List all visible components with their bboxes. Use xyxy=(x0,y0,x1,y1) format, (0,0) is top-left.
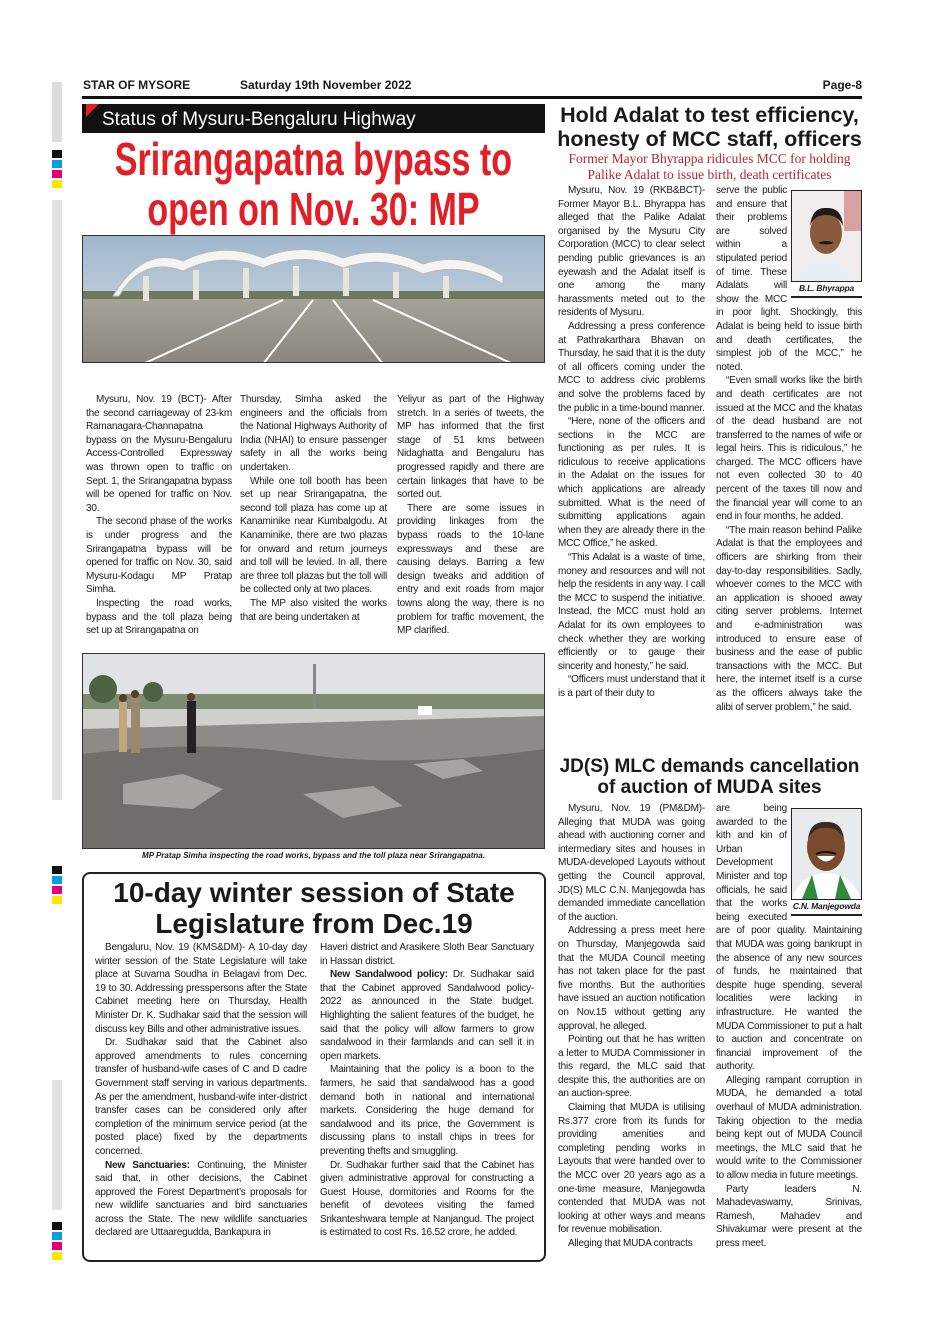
highway-kicker: Status of Mysuru-Bengaluru Highway xyxy=(82,104,545,133)
manjegowda-caption: C.N. Manjegowda xyxy=(791,900,862,916)
registration-black xyxy=(52,866,62,874)
paragraph xyxy=(558,320,705,415)
highway-column-1 xyxy=(86,393,232,638)
kicker-red-triangle xyxy=(86,104,99,117)
bhyrappa-photo-block xyxy=(791,190,862,296)
issue-date: Saturday 19th November 2022 xyxy=(240,78,412,92)
paragraph xyxy=(558,802,705,924)
paragraph-text: Pointing out that he has written a letter to MUDA Commissioner in this regard, the MLC said that despite this, the authorities are on an auction-spree. xyxy=(558,1034,705,1100)
paragraph-text: “Officers must understand that it is a part of their duty to xyxy=(558,674,705,699)
paragraph-text: Maintaining that the policy is a boon to the farmers, he said that sandalwood has a good demand both in national and international markets. Considering the huge demand for sandalwood and its price, the Government is discussing plans to install chips in trees for preventing thefts and smuggling. xyxy=(320,1064,534,1157)
paragraph-text: serve the public and ensure that their problems are solved within a stipulated period of time. These Adalats will show the MCC in poor light. Shockingly, this Adalat is being held to issue birth and death certificates, the simplest job of the MCC,” he noted. xyxy=(716,185,862,373)
registration-cyan xyxy=(52,1232,62,1240)
paragraph xyxy=(558,1237,705,1251)
paragraph-text: Continuing, the Minister said that, in other decisions, the Cabinet approved the Forest Department’s proposals for new wildlife sanctuaries and bird sanctuaries across the State. The new wildlife sanctuaries declared are Uttaaregudda, Bankapura in xyxy=(95,1159,307,1239)
paragraph-text: Alleging rampant corruption in MUDA, he demanded a total overhaul of MUDA administration. Taking objection to the media being kept out of MUDA Council meetings, the MLC said that he would write to the Commissioner to allow media in future meetings. xyxy=(716,1074,862,1182)
paragraph-text: Claiming that MUDA is utilising Rs.377 crore from its funds for providing amenities and completing pending works in Layouts that were handed over to the MCC over 20 years ago as a one-time measure, Manjegowda contended that MUDA was not looking at other ways and means for revenue mobilisation. xyxy=(558,1102,705,1236)
adalat-subhead: Former Mayor Bhyrappa ridicules MCC for holding Palike Adalat to issue birth, death certificates xyxy=(568,151,851,182)
paragraph-text: “Even small works like the birth and death certificates are not issued at the MCC and the khatas of the dead husband are not transferred to the names of wife or legal heirs. This is ridiculous,” he charged. The MCC officers have not even collected 30 to 40 percent of the taxes till now and the financial year will come to an end in four months, he added. xyxy=(716,375,862,523)
registration-bar xyxy=(52,1080,62,1210)
paragraph-text: Bengaluru, Nov. 19 (KMS&DM)- A 10-day day winter session of the State Legislature will take place at Suvarna Soudha in Belagavi from Dec. 19 to 30. Addressing presspersons after the State Cabinet meeting here on Thursday, Health Minister Dr. K. Sudhakar said that the session will discuss key Bills and other administrative issues. xyxy=(95,942,307,1035)
paragraph xyxy=(95,1159,307,1241)
session-headline: 10-day winter session of State Legislature from Dec.19 xyxy=(113,877,515,939)
paragraph-text: “The main reason behind Palike Adalat is that the employees and officers are shirking from their day-to-day responsibilities. Sadly, whoever comes to the MCC with an application is shooed away citing server problems. Internet and e-administration was introduced to ensure ease of business and the ease of public transactions with the MCC. But here, the internet itself is a curse as the officers always take the alibi of server problem,” he said. xyxy=(716,524,862,713)
highway-column-3 xyxy=(397,393,544,638)
paragraph xyxy=(320,941,534,968)
paper-name: STAR OF MYSORE xyxy=(83,78,191,92)
paragraph xyxy=(558,415,705,551)
paragraph-text: Dr. Sudhakar said that the Cabinet also approved amendments to rules concerning transfer of husband-wife cases of C and D cadre Government staff serving in various departments. As per the amendment, husband-wife inter-district transfer cases can be considered only after completion of the minimum service period (at the posted place) fixed by the departments concerned. xyxy=(95,1037,307,1157)
muda-column-1 xyxy=(558,802,705,1251)
paragraph-text: Inspecting the road works, bypass and the toll plaza being set up at Srirangapatna on xyxy=(86,597,232,637)
paragraph-text: are being awarded to the kith and kin of Urban Development Minister and top officials, he said that the works being executed are of poor quality. Maintaining that MUDA was going bankrupt in the absence of any new sources of funds, he maintained that despite huge spending, several localities were lacking in infrastructure. He wanted the MUDA Commissioner to put a halt to auction and concentrate on financial improvement of the authority. xyxy=(716,803,862,1073)
registration-black xyxy=(52,150,62,158)
paragraph xyxy=(558,184,705,320)
registration-bar xyxy=(52,200,62,800)
registration-yellow xyxy=(52,180,62,188)
registration-magenta xyxy=(52,170,62,178)
paragraph xyxy=(397,502,544,638)
adalat-column-2 xyxy=(716,184,862,714)
road-photo-caption: MP Pratap Simha inspecting the road works, bypass and the toll plaza near Srirangapatna. xyxy=(142,851,485,860)
paragraph-text: Haveri district and Arasikere Sloth Bear Sanctuary in Hassan district. xyxy=(320,942,534,967)
paragraph-text: Party leaders N. Mahadevaswamy, Srinivas, Ramesh, Mahadev and Shivakumar were present at the press meet. xyxy=(716,1183,862,1249)
paragraph-text: Yeliyur as part of the Highway stretch. In a series of tweets, the MP has informed that the first stage of 51 kms between Nidaghatta and Bengaluru has progressed rapidly and there are certain linkages that have to be sorted out. xyxy=(397,394,544,501)
paragraph-text: Addressing a press meet here on Thursday, Manjegowda said that the MUDA Council meeting has not taken place for the past five months. But the authorities have issued an auction notification on Nov.15 without getting any approval, he alleged. xyxy=(558,925,705,1032)
paragraph xyxy=(558,1101,705,1237)
adalat-headline: Hold Adalat to test efficiency, honesty of MCC staff, officers xyxy=(557,103,862,151)
paragraph xyxy=(86,515,232,597)
paragraph xyxy=(320,1063,534,1158)
muda-headline: JD(S) MLC demands cancellation of auction of MUDA sites xyxy=(559,756,860,798)
registration-yellow xyxy=(52,896,62,904)
paragraph-text: Mysuru, Nov. 19 (BCT)- After the second carriageway of 23-km Ramanagara-Channapatna bypass on the Mysuru-Bengaluru Access-Controlled Expressway was thrown open to traffic on Sept. 1, the Srirangapatna bypass will be opened for traffic on Nov. 30. xyxy=(86,394,232,514)
paragraph xyxy=(558,673,705,700)
paragraph-text: There are some issues in providing linkages from the bypass roads to the 10-lane expressways and these are causing delays. Barring a few design tweaks and addition of entry and exit roads from major towns along the way, there is no problem for traffic movement, the MP clarified. xyxy=(397,502,544,637)
paragraph xyxy=(716,1074,862,1183)
paragraph xyxy=(716,524,862,714)
bhyrappa-portrait xyxy=(791,190,862,282)
paragraph xyxy=(95,941,307,1036)
manjegowda-portrait xyxy=(791,808,862,900)
paragraph xyxy=(558,551,705,673)
paragraph xyxy=(320,968,534,1063)
registration-magenta xyxy=(52,1242,62,1250)
paragraph-text: The MP also visited the works that are being undertaken at xyxy=(240,597,387,623)
paragraph-text: Thursday, Simha asked the engineers and the officials from the National Highways Authority of India (NHAI) to ensure passenger safety in all the works being undertaken. xyxy=(240,394,387,473)
registration-cyan xyxy=(52,876,62,884)
paragraph xyxy=(320,1159,534,1241)
registration-cyan xyxy=(52,160,62,168)
paragraph-lead: New Sanctuaries: xyxy=(105,1159,190,1171)
paragraph xyxy=(86,393,232,515)
registration-yellow xyxy=(52,1252,62,1260)
masthead-rule xyxy=(82,96,862,99)
session-column-1 xyxy=(95,941,307,1240)
paragraph-lead: New Sandalwood policy: xyxy=(330,969,448,981)
paragraph xyxy=(95,1036,307,1158)
paragraph xyxy=(86,597,232,638)
paragraph xyxy=(558,1033,705,1101)
paragraph xyxy=(397,393,544,502)
paragraph-text: Dr. Sudhakar further said that the Cabinet has given administrative approval for constructing a Guest House, dormitories and Rooms for the benefit of devotees visiting the famed Srikanteshwara temple at Nanjangud. The project is estimated to cost Rs. 16.52 crore, he added. xyxy=(320,1159,534,1239)
muda-column-2 xyxy=(716,802,862,1251)
paragraph-text: Addressing a press conference at Pathrakarthara Bhavan on Thursday, he said that it is the duty of all officers coming under the MCC to address civic problems and solve the problems faced by the public in a time-bound manner. xyxy=(558,320,705,414)
highway-column-2 xyxy=(240,393,387,624)
registration-magenta xyxy=(52,886,62,894)
bhyrappa-caption: B.L. Bhyrappa xyxy=(791,282,862,298)
paragraph xyxy=(240,475,387,597)
highway-headline-line1: Srirangapatna bypass to xyxy=(114,133,513,185)
paragraph xyxy=(558,924,705,1033)
registration-bar xyxy=(52,82,62,142)
registration-black xyxy=(52,1222,62,1230)
adalat-column-1 xyxy=(558,184,705,701)
paragraph xyxy=(716,374,862,524)
highway-headline-line2: open on Nov. 30: MP xyxy=(147,183,480,235)
manjegowda-photo-block xyxy=(791,808,862,916)
paragraph-text: Alleging that MUDA contracts xyxy=(568,1238,693,1249)
toll-plaza-photo xyxy=(82,235,545,363)
paragraph-text: The second phase of the works is under progress and the Srirangapatna bypass will be opened for traffic on Nov. 30, said Mysuru-Kodagu MP Pratap Simha. xyxy=(86,516,232,596)
paragraph-text: Mysuru, Nov. 19 (RKB&BCT)- Former Mayor B.L. Bhyrappa has alleged that the Palike Adalat organised by the Mysuru City Corporation (MCC) to clear select pending public grievances is an eyewash and the Adalat itself is one among the many harassments meted out to the residents of Mysuru. xyxy=(558,185,705,319)
road-inspection-photo xyxy=(82,653,545,849)
paragraph-text: Mysuru, Nov. 19 (PM&DM)- Alleging that MUDA was going ahead with auctioning corner and intermediary sites and houses in MUDA-developed Layouts without getting the Council approval, JD(S) MLC C.N. Manjegowda has demanded immediate cancellation of the auction. xyxy=(558,803,705,923)
session-column-2 xyxy=(320,941,534,1240)
paragraph xyxy=(240,597,387,624)
paragraph xyxy=(240,393,387,475)
paragraph xyxy=(716,1183,862,1251)
paragraph-text: Dr. Sudhakar said that the Cabinet approved Sandalwood policy-2022 as announced in the State budget. Highlighting the salient features of the budget, he said that the policy will allow farmers to grow sandalwood in their farmlands and can sell it in open markets. xyxy=(320,969,535,1062)
paragraph-text: While one toll booth has been set up near Srirangapatna, the second toll plaza has come up at Kanaminike near Kumbalgodu. At Kanaminike, there are two plazas for onward and return journeys and toll will be levied. In all, there are three toll plazas but the toll will be collected only at two places. xyxy=(240,475,387,596)
paragraph-text: “Here, none of the officers and sections in the MCC are functioning as per rules. It is ridiculous to receive applications in the Adalat on the issues for which applications are already submitted. What is the need of submitting applications again when they are already there in the MCC Office,” he asked. xyxy=(558,416,705,550)
page-number: Page-8 xyxy=(822,78,862,92)
paragraph-text: “This Adalat is a waste of time, money and resources and will not help the residents in any way. I call the MCC to suspend the initiative. Instead, the MCC must hold an Adalat for its own employees to check whether they are working efficiently or to gauge their sincerity and honesty,” he said. xyxy=(558,552,705,672)
